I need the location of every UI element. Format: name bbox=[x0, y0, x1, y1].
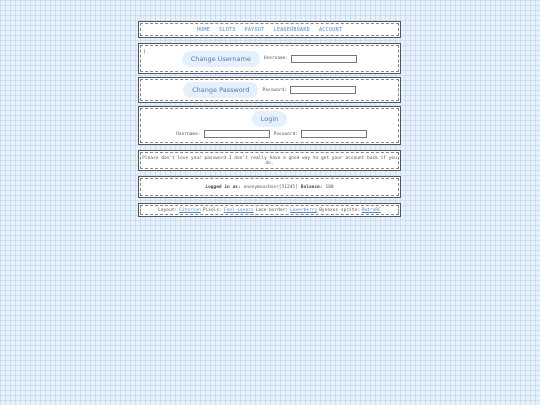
new-password-input[interactable] bbox=[290, 86, 356, 94]
username-label: Username: bbox=[263, 56, 289, 61]
balance-value: 100 bbox=[325, 184, 334, 190]
password-warning-text: Please don't lose your password I don't really have a good way to get your account back if you do. bbox=[142, 155, 397, 166]
nav-account-link[interactable]: ACCOUNT bbox=[318, 26, 343, 33]
lace-credit-link[interactable]: Loverberry bbox=[290, 207, 318, 213]
current-username: anonymousUser[51245] bbox=[243, 184, 298, 190]
nav-home-link[interactable]: HOME bbox=[196, 26, 211, 33]
change-password-panel bbox=[138, 77, 401, 103]
password-label: Password: bbox=[262, 87, 287, 93]
login-username-input[interactable] bbox=[204, 130, 270, 138]
pixels-credit-link[interactable]: Fool Lovers bbox=[223, 207, 254, 213]
logged-in-label: Logged in as: bbox=[205, 184, 241, 190]
layout-label: Layout: bbox=[158, 207, 178, 213]
layout-credit-link[interactable]: Citorion bbox=[179, 207, 201, 213]
bynexus-label: Bynexus sprite: bbox=[319, 207, 360, 213]
login-password-label: Password: bbox=[273, 131, 298, 137]
nav-leaderboard-link[interactable]: LEADERBOARD bbox=[273, 26, 310, 33]
pixels-label: Pixels: bbox=[202, 207, 222, 213]
change-password-button[interactable]: Change Password bbox=[183, 82, 258, 98]
new-username-input[interactable] bbox=[291, 55, 357, 63]
login-panel bbox=[138, 106, 401, 145]
lace-label: Lace border: bbox=[255, 207, 289, 213]
credits-panel bbox=[138, 203, 401, 217]
bynexus-credit-link[interactable]: RetroRC bbox=[361, 207, 381, 213]
login-password-input[interactable] bbox=[301, 130, 367, 138]
change-username-button[interactable]: Change Username bbox=[182, 51, 260, 67]
status-panel bbox=[138, 176, 401, 198]
nav-bar bbox=[138, 21, 401, 38]
login-button[interactable]: Login bbox=[252, 111, 288, 127]
login-username-label: Username: bbox=[176, 131, 201, 137]
balance-label: Balance: bbox=[300, 184, 323, 190]
notice-panel bbox=[138, 150, 401, 171]
nav-payout-link[interactable]: PAYOUT bbox=[244, 26, 265, 33]
nav-slots-link[interactable]: SLOTS bbox=[219, 26, 236, 33]
stray-character: ) bbox=[143, 49, 147, 55]
change-username-panel bbox=[138, 43, 401, 74]
